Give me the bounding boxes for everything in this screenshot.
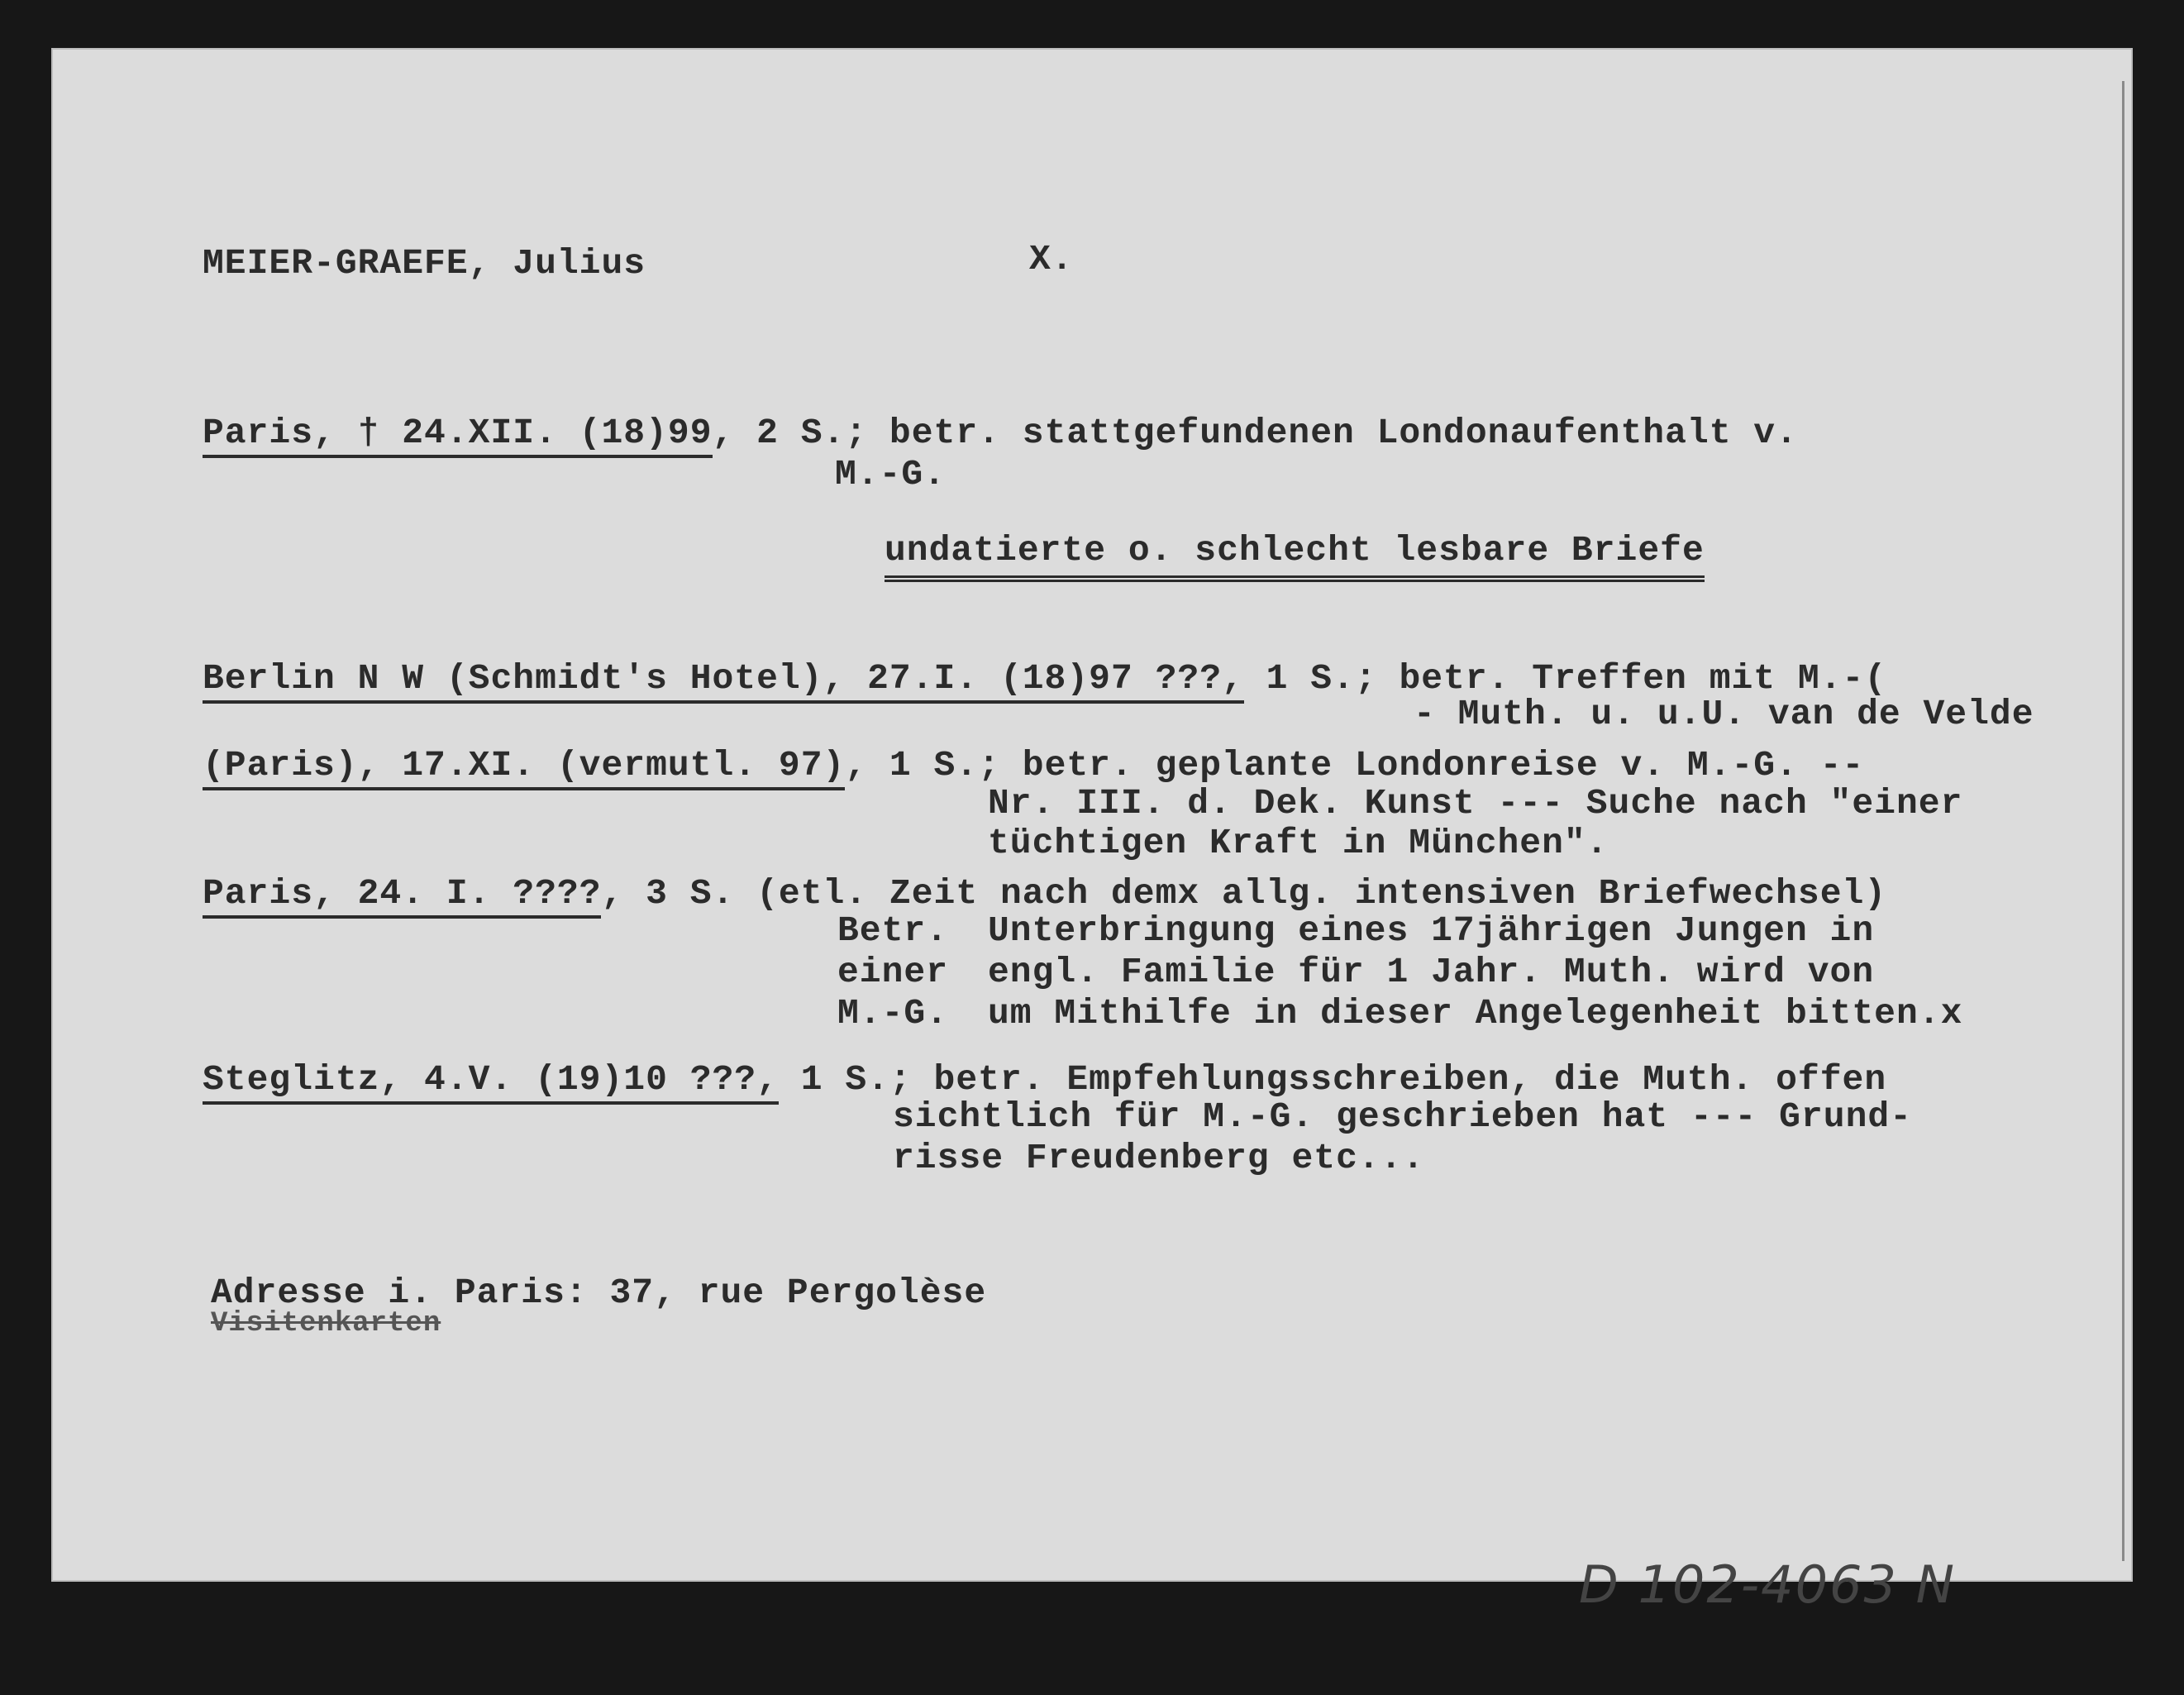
entry-4-left-2: einer (837, 952, 949, 992)
entry-3-line-3: tüchtigen Kraft in München". (988, 823, 1609, 863)
person-name: MEIER-GRAEFE, Julius (203, 243, 646, 284)
entry-3-line-2: Nr. III. d. Dek. Kunst --- Suche nach "einer (988, 783, 1963, 824)
entry-2-description: 1 S.; betr. Treffen mit M.-( (1243, 658, 1887, 699)
archive-number: D 102-4063 N (1579, 1554, 1957, 1615)
entry-4-left-1: Betr. (837, 910, 949, 951)
entry-1-place-date: Paris, † 24.XII. (18)99 (203, 413, 713, 458)
entry-2-place-date: Berlin N W (Schmidt's Hotel), 27.I. (18)97 ???, (203, 658, 1244, 704)
entry-1-line-2: M.-G. (835, 454, 947, 494)
struck-text: Visitenkarten (211, 1308, 441, 1339)
entry-5-place-date: Steglitz, 4.V. (19)10 ???, (203, 1059, 779, 1105)
address-value: 37, rue Pergolèse (587, 1272, 987, 1313)
section-title-text: undatierte o. schlecht lesbare Briefe (885, 530, 1705, 582)
entry-5-line-2: sichtlich für M.-G. geschrieben hat --- Grund- (893, 1096, 1912, 1137)
entry-4-place-date: Paris, 24. I. ???? (203, 873, 601, 919)
entry-3-line-1 (203, 744, 1864, 787)
entry-4-line-4: um Mithilfe in dieser Angelegenheit bitten.x (988, 993, 1963, 1034)
entry-3-description: , 1 S.; betr. geplante Londonreise v. M.-G. -- (845, 745, 1865, 785)
entry-5-line-3: risse Freudenberg etc... (893, 1138, 1425, 1178)
entry-5-description: 1 S.; betr. Empfehlungsschreiben, die Muth. offen (778, 1059, 1887, 1100)
card-mark: X. (1029, 239, 1074, 279)
entry-4-line-3: engl. Familie für 1 Jahr. Muth. wird von (988, 952, 1875, 992)
entry-1-line-1 (203, 412, 1798, 455)
entry-3-place-date: (Paris), 17.XI. (vermutl. 97) (203, 745, 845, 790)
section-title (885, 529, 1705, 572)
entry-1-description: , 2 S.; betr. stattgefundenen Londonaufenthalt v. (712, 413, 1798, 453)
entry-4-left-3: M.-G. (837, 993, 949, 1034)
entry-4-description: , 3 S. (etl. Zeit nach demx allg. intensiven Briefwechsel) (601, 873, 1887, 914)
address-label: Adresse i. Paris: (211, 1272, 588, 1313)
entry-2-line-2: - Muth. u. u.U. van de Velde (1414, 694, 2034, 734)
entry-4-line-2: Unterbringung eines 17jährigen Jungen in (988, 910, 1875, 951)
